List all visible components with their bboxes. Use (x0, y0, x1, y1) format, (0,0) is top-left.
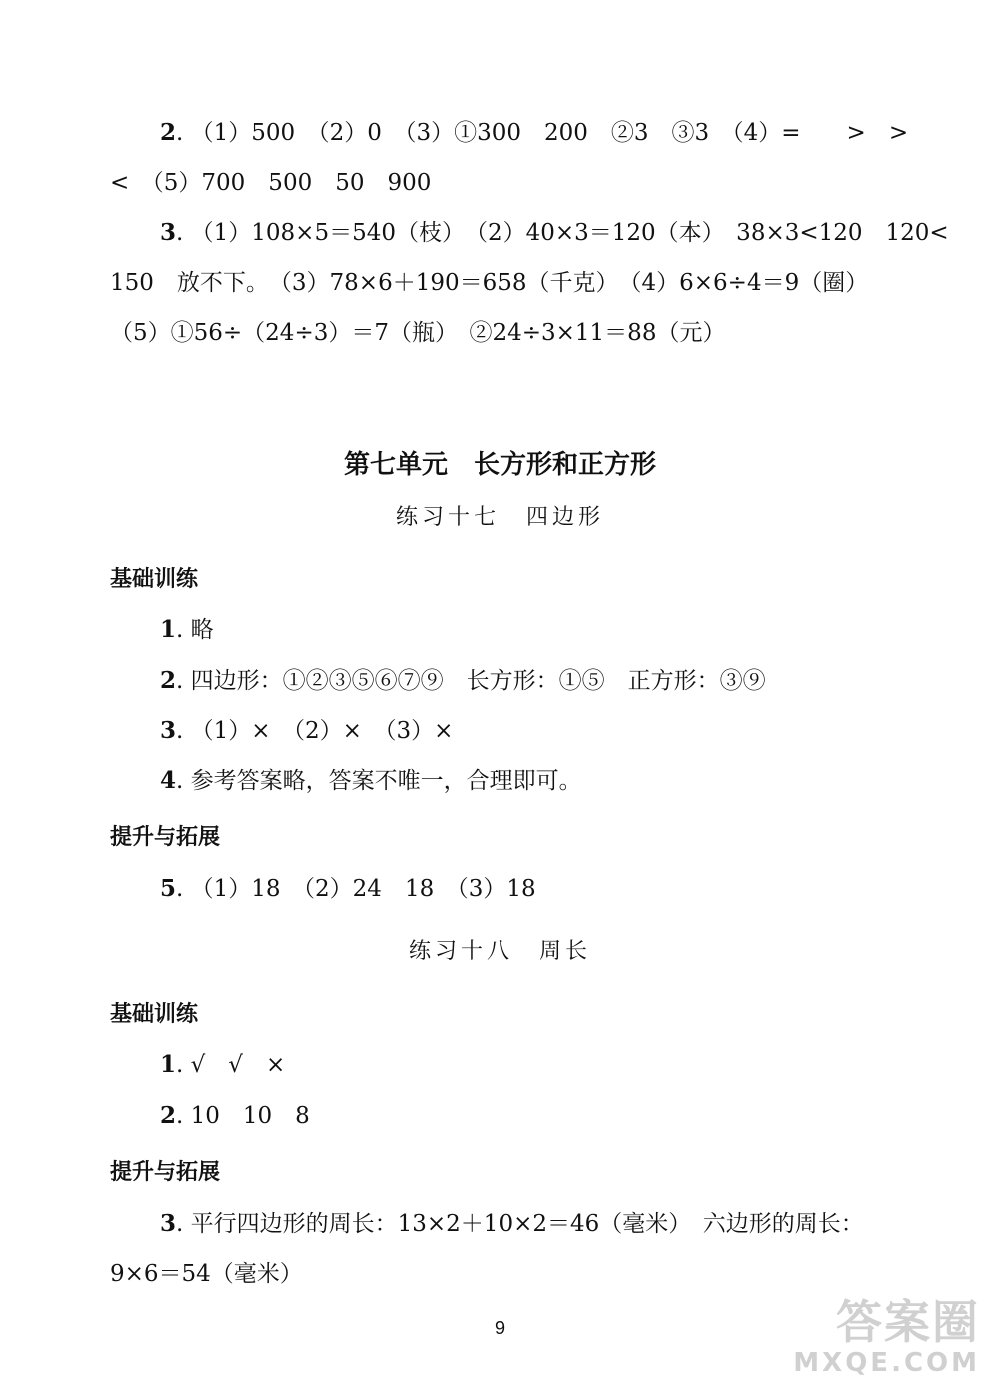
page-number: 9 (494, 1318, 505, 1338)
ex17-item-5: 5. （1）18 （2）24 18 （3）18 (160, 875, 536, 902)
answer-3-line2: 150 放不下。 （3）78×6＋190＝658（千克） （4）6×6÷4＝9（圈） (110, 270, 869, 296)
ex17-item-3: 3. （1）× （2）× （3）× (160, 717, 454, 744)
watermark-logo (793, 1296, 980, 1378)
ex18-item-3-line1: 3. 平行四边形的周长：13×2＋10×2＝46（毫米） 六边形的周长： (160, 1210, 864, 1237)
ex18-item-3-line2: 9×6＝54（毫米） (110, 1261, 303, 1287)
answer-2-line1: 2. （1）500 （2）0 （3）①300 200 ②3 ③3 （4）= > > (160, 119, 909, 146)
answer-3-line3: （5）①56÷（24÷3）＝7（瓶） ②24÷3×11＝88（元） (110, 320, 726, 346)
answer-2-line2: < （5）700 500 50 900 (110, 170, 432, 196)
ex17-item-1: 1. 略 (160, 616, 214, 643)
ex18-basic-training-heading: 基础训练 (110, 1002, 199, 1027)
ex17-basic-training-heading: 基础训练 (110, 567, 199, 592)
unit-title: 第七单元 长方形和正方形 (343, 450, 656, 480)
exercise-17-title: 练习十七 四边形 (395, 505, 604, 530)
watermark-url: MXQE.COM (793, 1348, 980, 1378)
exercise-18-title: 练习十八 周长 (408, 939, 591, 964)
ex18-item-2: 2. 10 10 8 (160, 1102, 310, 1129)
answer-3-line1: 3. （1）108×5＝540（枝） （2）40×3＝120（本） 38×3<120 120< (160, 219, 949, 246)
ex18-extension-heading: 提升与拓展 (110, 1160, 221, 1185)
ex17-extension-heading: 提升与拓展 (110, 825, 221, 850)
ex17-item-2: 2. 四边形：①②③⑤⑥⑦⑨ 长方形：①⑤ 正方形：③⑨ (160, 667, 766, 694)
watermark-text: 答案圈 (836, 1295, 980, 1349)
ex17-item-4: 4. 参考答案略，答案不唯一，合理即可。 (160, 767, 582, 794)
ex18-item-1: 1. √ √ × (160, 1051, 286, 1078)
